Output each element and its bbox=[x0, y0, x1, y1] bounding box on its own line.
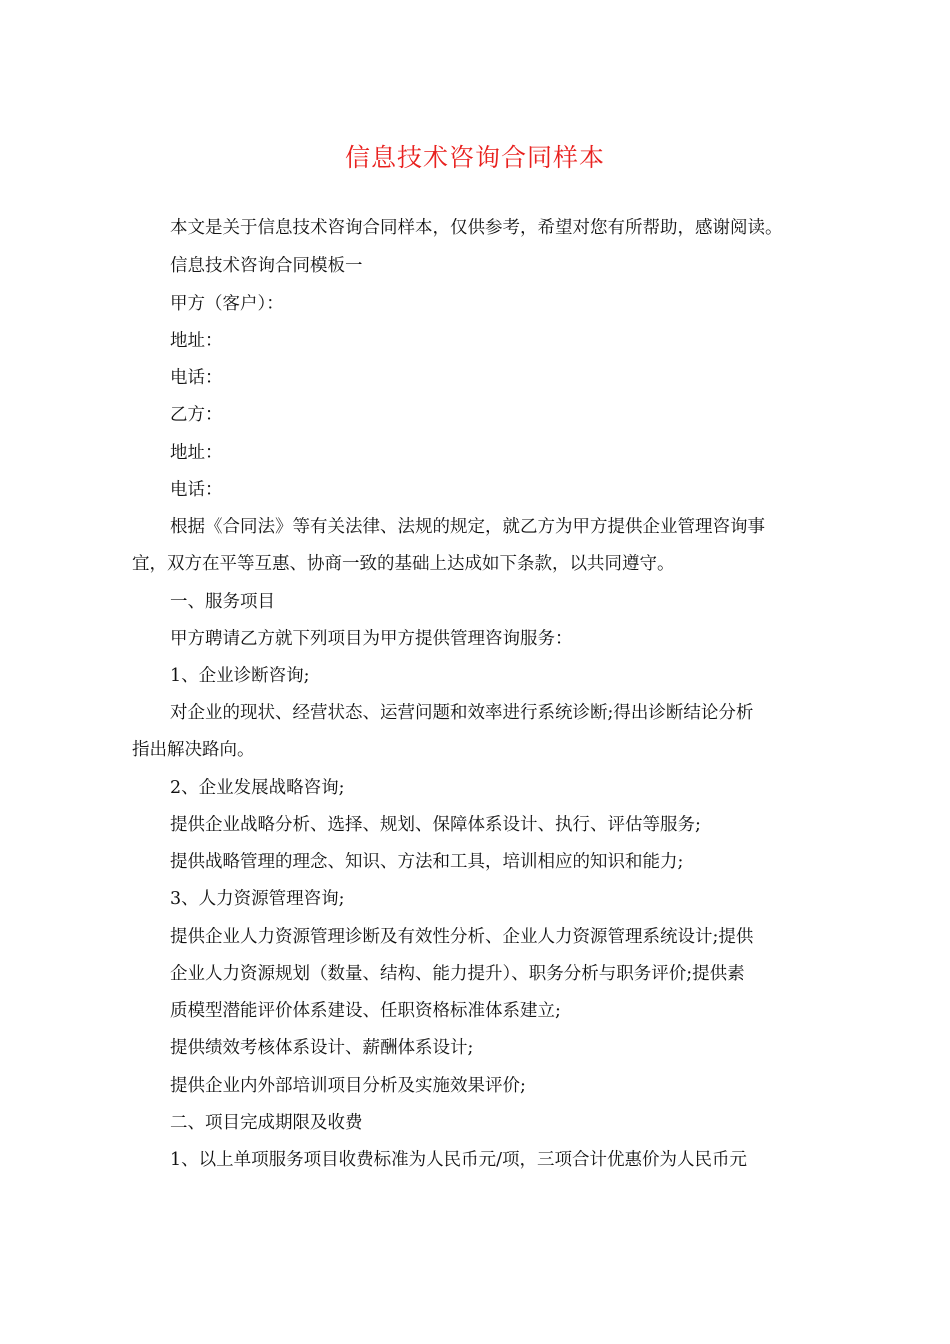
item-1-heading: 1、企业诊断咨询; bbox=[170, 666, 310, 686]
item-3-text-5: 提供企业内外部培训项目分析及实施效果评价; bbox=[170, 1076, 526, 1096]
item-1-text-1: 对企业的现状、经营状态、运营问题和效率进行系统诊断;得出诊断结论分析 bbox=[170, 703, 754, 723]
party-b-phone: 电话： bbox=[170, 480, 223, 500]
fee-line-1: 1、以上单项服务项目收费标准为人民币元/项，三项合计优惠价为人民币元 bbox=[170, 1150, 748, 1170]
item-3-text-2: 企业人力资源规划（数量、结构、能力提升）、职务分析与职务评价;提供素 bbox=[170, 964, 745, 984]
party-b-label: 乙方： bbox=[170, 405, 223, 425]
section-1-heading: 一、服务项目 bbox=[170, 592, 275, 612]
intro-line: 本文是关于信息技术咨询合同样本，仅供参考，希望对您有所帮助，感谢阅读。 bbox=[170, 218, 783, 238]
template-heading: 信息技术咨询合同模板一 bbox=[170, 256, 363, 276]
preamble-line-1: 根据《合同法》等有关法律、法规的规定，就乙方为甲方提供企业管理咨询事 bbox=[170, 517, 765, 537]
party-a-address: 地址： bbox=[170, 331, 223, 351]
item-3-heading: 3、人力资源管理咨询; bbox=[170, 889, 345, 909]
party-b-address: 地址： bbox=[170, 443, 223, 463]
item-3-text-4: 提供绩效考核体系设计、薪酬体系设计; bbox=[170, 1038, 474, 1058]
item-2-text-2: 提供战略管理的理念、知识、方法和工具，培训相应的知识和能力; bbox=[170, 852, 684, 872]
document-title: 信息技术咨询合同样本 bbox=[344, 143, 605, 172]
section-1-intro: 甲方聘请乙方就下列项目为甲方提供管理咨询服务： bbox=[170, 629, 573, 649]
party-a-label: 甲方（客户）： bbox=[170, 294, 284, 314]
item-3-text-3: 质模型潜能评价体系建设、任职资格标准体系建立; bbox=[170, 1001, 561, 1021]
item-2-heading: 2、企业发展战略咨询; bbox=[170, 778, 345, 798]
item-3-text-1: 提供企业人力资源管理诊断及有效性分析、企业人力资源管理系统设计;提供 bbox=[170, 927, 754, 947]
section-2-heading: 二、项目完成期限及收费 bbox=[170, 1113, 363, 1133]
item-2-text-1: 提供企业战略分析、选择、规划、保障体系设计、执行、评估等服务; bbox=[170, 815, 701, 835]
preamble-line-2: 宜，双方在平等互惠、协商一致的基础上达成如下条款，以共同遵守。 bbox=[132, 554, 675, 574]
item-1-text-2: 指出解决路向。 bbox=[132, 740, 255, 760]
party-a-phone: 电话： bbox=[170, 368, 223, 388]
